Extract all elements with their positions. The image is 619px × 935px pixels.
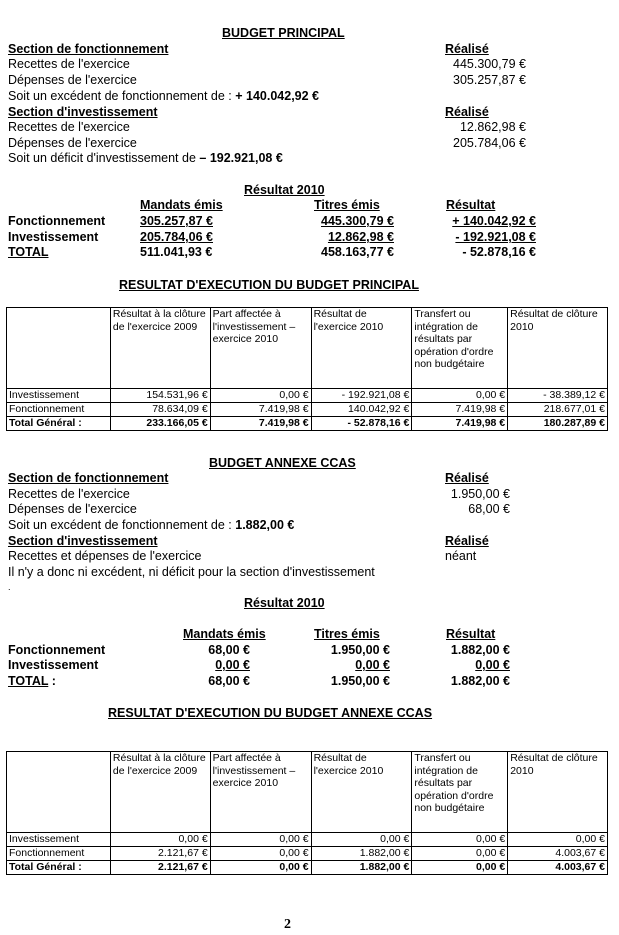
table-cell: 180.287,89 € <box>508 417 608 431</box>
table-row <box>7 833 608 847</box>
ccas-dot: . <box>8 582 11 592</box>
exec-ccas-title: RESULTAT D'EXECUTION DU BUDGET ANNEXE CCAS <box>108 706 433 720</box>
col-titres-heading: Titres émis <box>314 198 380 212</box>
header-cell: Transfert ou intégration de résultats par opération d'ordre non budgétaire <box>412 308 508 389</box>
row-invest-mandats: 205.784,06 € <box>140 230 213 244</box>
table-cell: 2.121,67 € <box>110 861 210 875</box>
ccas-col-titres: Titres émis <box>314 627 380 641</box>
depenses-value: 305.257,87 € <box>453 73 526 87</box>
realise-heading-2: Réalisé <box>445 105 489 119</box>
exec-ccas-table <box>6 751 608 875</box>
row-total-mandats: 511.041,93 € <box>140 245 213 259</box>
table-cell: 0,00 € <box>412 861 508 875</box>
table-cell: - 192.921,08 € <box>311 389 412 403</box>
ccas-row-fonct-label: Fonctionnement <box>8 643 106 657</box>
ccas-row-total <box>8 674 56 689</box>
row-total-label: TOTAL <box>8 245 49 259</box>
row-label: Total Général : <box>7 861 111 875</box>
depenses-label: Dépenses de l'exercice <box>8 73 137 87</box>
header-cell: Part affectée à l'investissement – exercice 2010 <box>210 752 311 833</box>
ccas-row-fonct-mandats: 68,00 € <box>208 643 250 657</box>
row-label: Fonctionnement <box>7 403 111 417</box>
deficit-value: – 192.921,08 € <box>199 151 283 165</box>
ccas-depenses-label: Dépenses de l'exercice <box>8 502 137 516</box>
table-cell: 0,00 € <box>412 847 508 861</box>
ccas-resultat-title: Résultat 2010 <box>244 596 325 610</box>
ccas-excedent-prefix: Soit un excédent de fonctionnement de : <box>8 518 236 532</box>
row-label: Investissement <box>7 389 111 403</box>
ccas-title: BUDGET ANNEXE CCAS <box>209 456 356 470</box>
deficit-line <box>8 151 283 166</box>
header-cell: Part affectée à l'investissement – exercice 2010 <box>210 308 311 389</box>
row-total-titres: 458.163,77 € <box>321 245 394 259</box>
table-cell: 7.419,98 € <box>412 403 508 417</box>
table-row <box>7 403 608 417</box>
table-cell: 0,00 € <box>412 389 508 403</box>
col-mandats-heading: Mandats émis <box>140 198 223 212</box>
ccas-investissement-heading: Section d'investissement <box>8 534 158 548</box>
excedent-line <box>8 89 319 104</box>
table-row-total <box>7 861 608 875</box>
table-cell: 2.121,67 € <box>110 847 210 861</box>
header-empty-cell <box>7 308 111 389</box>
header-cell: Résultat de l'exercice 2010 <box>311 308 412 389</box>
investissement-section-heading: Section d'investissement <box>8 105 158 119</box>
ccas-row-invest-titres: 0,00 € <box>355 658 390 672</box>
header-cell: Résultat à la clôture de l'exercice 2009 <box>110 308 210 389</box>
row-fonct-resultat: + 140.042,92 € <box>452 214 536 228</box>
row-total-resultat: - 52.878,16 € <box>462 245 536 259</box>
ccas-realise-heading-2: Réalisé <box>445 534 489 548</box>
row-invest-label: Investissement <box>8 230 99 244</box>
ccas-excedent-value: 1.882,00 € <box>235 518 295 532</box>
table-cell: 1.882,00 € <box>311 861 412 875</box>
header-empty-cell <box>7 752 111 833</box>
table-cell: 0,00 € <box>210 847 311 861</box>
table-cell: 0,00 € <box>210 389 311 403</box>
ccas-row-total-resultat: 1.882,00 € <box>450 674 510 688</box>
table-cell: 0,00 € <box>508 833 608 847</box>
ccas-note: Il n'y a donc ni excédent, ni déficit pour la section d'investissement <box>8 565 375 579</box>
fonctionnement-section-heading: Section de fonctionnement <box>8 42 169 56</box>
table-cell: 218.677,01 € <box>508 403 608 417</box>
inv-recettes-value: 12.862,98 € <box>459 120 526 134</box>
table-cell: 0,00 € <box>110 833 210 847</box>
exec-principal-table <box>6 307 608 431</box>
table-row-total <box>7 417 608 431</box>
table-cell: 4.003,67 € <box>508 847 608 861</box>
deficit-prefix: Soit un déficit d'investissement de <box>8 151 200 165</box>
page-number: 2 <box>284 917 291 932</box>
table-cell: 233.166,05 € <box>110 417 210 431</box>
recettes-value: 445.300,79 € <box>453 57 526 71</box>
ccas-excedent-line <box>8 518 294 533</box>
table-row <box>7 847 608 861</box>
table-cell: 0,00 € <box>210 833 311 847</box>
ccas-row-invest-mandats: 0,00 € <box>215 658 250 672</box>
header-cell: Résultat de clôture 2010 <box>508 752 608 833</box>
ccas-fonctionnement-heading: Section de fonctionnement <box>8 471 169 485</box>
ccas-col-mandats: Mandats émis <box>183 627 266 641</box>
ccas-row-invest-label: Investissement <box>8 658 99 672</box>
row-label: Fonctionnement <box>7 847 111 861</box>
inv-depenses-value: 205.784,06 € <box>453 136 526 150</box>
table-cell: - 38.389,12 € <box>508 389 608 403</box>
ccas-inv-value: néant <box>445 549 477 563</box>
header-cell: Résultat de l'exercice 2010 <box>311 752 412 833</box>
row-fonct-titres: 445.300,79 € <box>321 214 394 228</box>
recettes-label: Recettes de l'exercice <box>8 57 130 71</box>
row-fonct-label: Fonctionnement <box>8 214 106 228</box>
col-resultat-heading: Résultat <box>446 198 496 212</box>
excedent-value: + 140.042,92 € <box>235 89 320 103</box>
ccas-row-total-suffix: : <box>48 674 56 688</box>
table-cell: 78.634,09 € <box>110 403 210 417</box>
table-cell: 0,00 € <box>210 861 311 875</box>
inv-depenses-label: Dépenses de l'exercice <box>8 136 137 150</box>
ccas-row-total-titres: 1.950,00 € <box>330 674 390 688</box>
row-label: Total Général : <box>7 417 111 431</box>
row-fonct-mandats: 305.257,87 € <box>140 214 213 228</box>
ccas-row-invest-resultat: 0,00 € <box>475 658 510 672</box>
exec-principal-title: RESULTAT D'EXECUTION DU BUDGET PRINCIPAL <box>119 278 419 292</box>
row-invest-resultat: - 192.921,08 € <box>455 230 536 244</box>
header-cell: Transfert ou intégration de résultats par opération d'ordre non budgétaire <box>412 752 508 833</box>
header-cell: Résultat à la clôture de l'exercice 2009 <box>110 752 210 833</box>
table-cell: 4.003,67 € <box>508 861 608 875</box>
ccas-recettes-label: Recettes de l'exercice <box>8 487 130 501</box>
inv-recettes-label: Recettes de l'exercice <box>8 120 130 134</box>
resultat-2010-title: Résultat 2010 <box>244 183 325 197</box>
table-cell: - 52.878,16 € <box>311 417 412 431</box>
table-cell: 154.531,96 € <box>110 389 210 403</box>
header-cell: Résultat de clôture 2010 <box>508 308 608 389</box>
table-cell: 7.419,98 € <box>210 403 311 417</box>
table-cell: 7.419,98 € <box>210 417 311 431</box>
ccas-depenses-value: 68,00 € <box>468 502 510 516</box>
ccas-row-total-mandats: 68,00 € <box>208 674 250 688</box>
ccas-inv-label: Recettes et dépenses de l'exercice <box>8 549 202 563</box>
ccas-realise-heading: Réalisé <box>445 471 489 485</box>
ccas-col-resultat: Résultat <box>446 627 496 641</box>
budget-principal-title: BUDGET PRINCIPAL <box>222 26 345 40</box>
ccas-row-total-label: TOTAL <box>8 674 49 688</box>
table-cell: 140.042,92 € <box>311 403 412 417</box>
ccas-row-fonct-resultat: 1.882,00 € <box>450 643 510 657</box>
row-label: Investissement <box>7 833 111 847</box>
row-invest-titres: 12.862,98 € <box>327 230 394 244</box>
table-cell: 0,00 € <box>412 833 508 847</box>
ccas-recettes-value: 1.950,00 € <box>450 487 510 501</box>
realise-heading: Réalisé <box>445 42 489 56</box>
table-row <box>7 389 608 403</box>
excedent-prefix: Soit un excédent de fonctionnement de : <box>8 89 236 103</box>
table-cell: 7.419,98 € <box>412 417 508 431</box>
ccas-row-fonct-titres: 1.950,00 € <box>330 643 390 657</box>
table-cell: 1.882,00 € <box>311 847 412 861</box>
table-cell: 0,00 € <box>311 833 412 847</box>
